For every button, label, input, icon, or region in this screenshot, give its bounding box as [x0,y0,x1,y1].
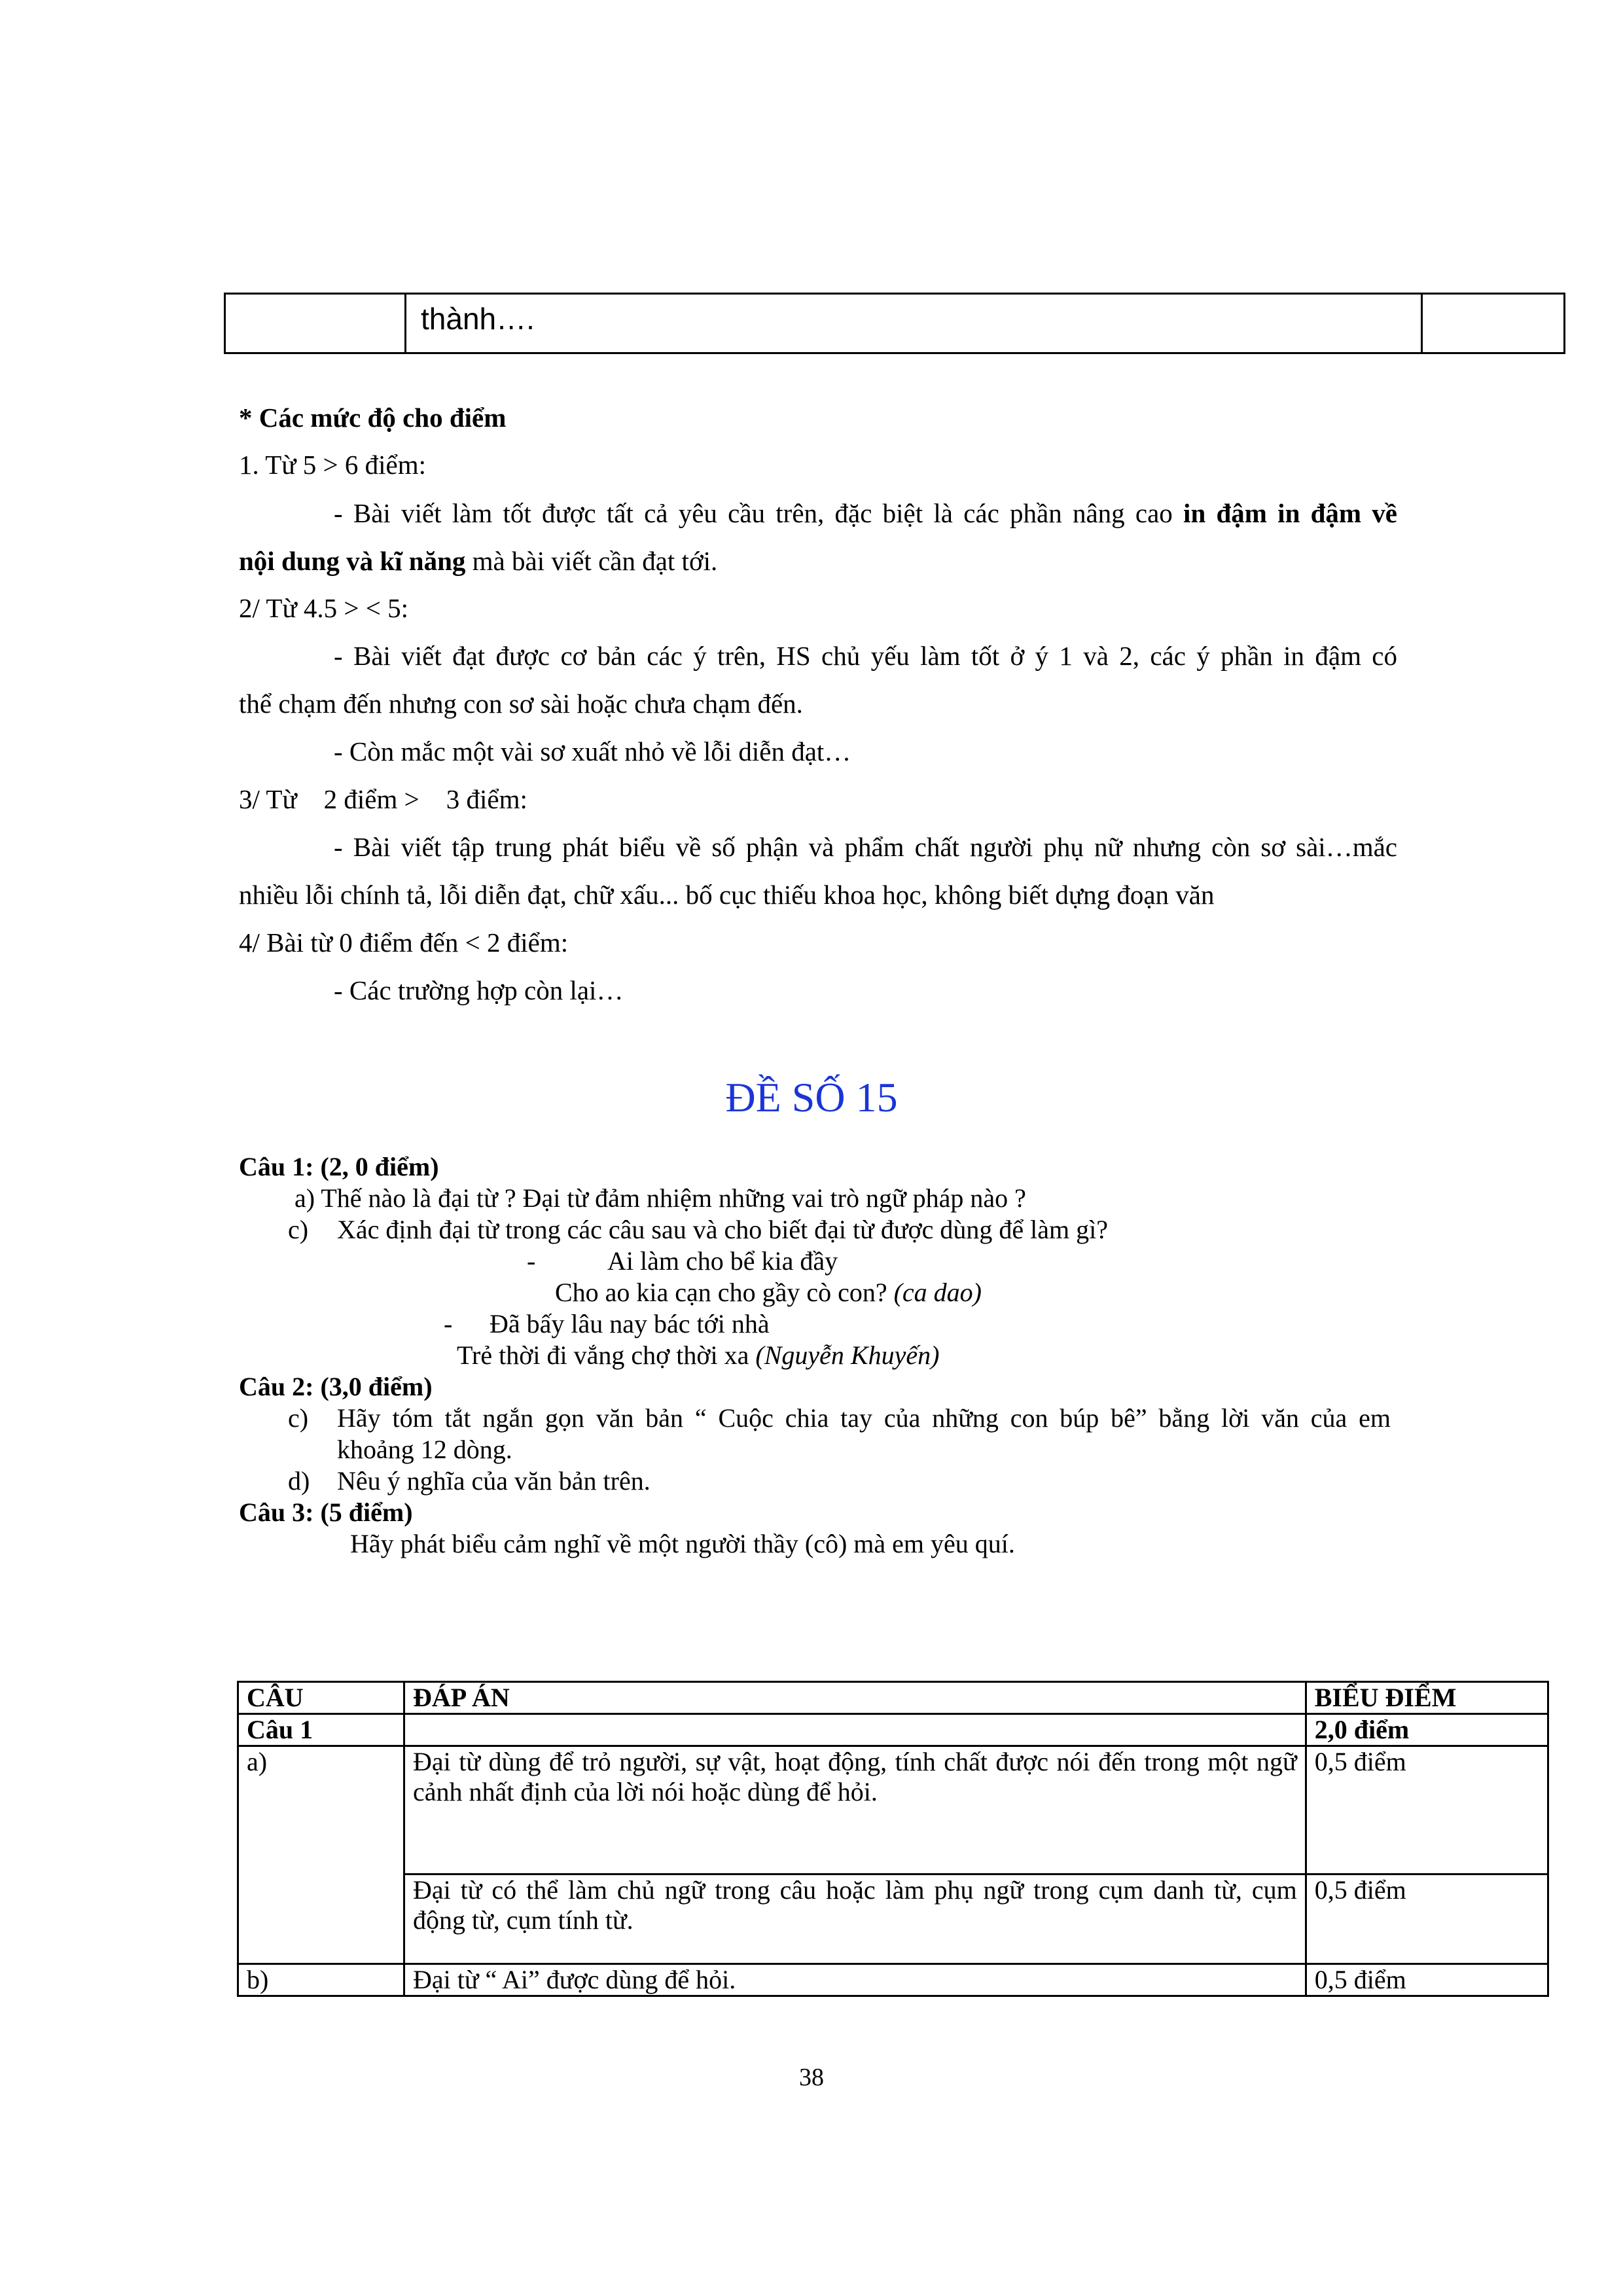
exam-title: ĐỀ SỐ 15 [725,1074,898,1121]
poem2-dash: - [444,1309,453,1338]
q2-d: Nêu ý nghĩa của văn bản trên. [337,1466,651,1496]
continuation-cell-right [1422,294,1565,353]
q3-heading: Câu 3: (5 điểm) [239,1498,413,1527]
continuation-cell-left [225,294,406,353]
q2-c-marker: c) [288,1403,309,1433]
row-diem: 0,5 điểm [1306,1746,1548,1874]
answer-header-row [238,1682,1548,1714]
answer-table [237,1681,1549,1997]
table-row [238,1746,1548,1874]
level3-line2: nhiều lỗi chính tả, lỗi diễn đạt, chữ xấu... bố cục thiếu khoa học, không biết dựng đoạn văn [239,880,1215,910]
q2-heading: Câu 2: (3,0 điểm) [239,1372,433,1401]
row-dap-an: Đại từ dùng để trỏ người, sự vật, hoạt động, tính chất được nói đến trong một ngữ cảnh nhất định của lời nói hoặc dùng để hỏi. [404,1746,1306,1874]
level2-line1: - Bài viết đạt được cơ bản các ý trên, HS chủ yếu làm tốt ở ý 1 và 2, các ý phần in đậm có [334,641,1397,671]
poem1-line1: Ai làm cho bể kia đầy [607,1246,838,1276]
row-diem: 0,5 điểm [1306,1964,1548,1996]
header-cau: CÂU [238,1682,404,1714]
poem2-line1: Đã bấy lâu nay bác tới nhà [490,1309,770,1338]
row-diem: 0,5 điểm [1306,1874,1548,1964]
row-cau: a) [238,1746,404,1964]
q3-text: Hãy phát biểu cảm nghĩ về một người thầy (cô) mà em yêu quí. [350,1529,1015,1558]
q2-c-line2: khoảng 12 dòng. [337,1435,512,1464]
row-cau: Câu 1 [238,1714,404,1746]
header-dap-an: ĐÁP ÁN [404,1682,1306,1714]
continuation-table [224,293,1565,354]
q2-c-line1: Hãy tóm tắt ngắn gọn văn bản “ Cuộc chia tay của những con búp bê” bằng lời văn của em [337,1403,1391,1433]
table-row [238,1714,1548,1746]
q1-heading: Câu 1: (2, 0 điểm) [239,1152,439,1181]
q2-d-marker: d) [288,1466,310,1496]
level4-line1: - Các trường hợp còn lại… [334,975,624,1005]
level1-line2: nội dung và kĩ năng mà bài viết cần đạt tới. [239,546,718,576]
q1-c: Xác định đại từ trong các câu sau và cho biết đại từ được dùng để làm gì? [337,1215,1109,1244]
row-dap-an [404,1714,1306,1746]
poem1-line2: Cho ao kia cạn cho gầy cò con? (ca dao) [555,1278,982,1307]
level2-line3: - Còn mắc một vài sơ xuất nhỏ về lỗi diễn đạt… [334,736,851,766]
level1-line1: - Bài viết làm tốt được tất cả yêu cầu trên, đặc biệt là các phần nâng cao in đậm in đậm về [334,498,1397,528]
table-row [238,1964,1548,1996]
level2-line2: thể chạm đến nhưng con sơ sài hoặc chưa chạm đến. [239,689,803,719]
level1-label: 1. Từ 5 > 6 điểm: [239,450,427,480]
row-diem: 2,0 điểm [1306,1714,1548,1746]
level3-label: 3/ Từ 2 điểm > 3 điểm: [239,784,527,814]
page-number: 38 [799,2064,824,2091]
scoring-heading: * Các mức độ cho điểm [239,403,507,433]
row-cau: b) [238,1964,404,1996]
table-row [238,1874,1548,1964]
header-bieu-diem: BIỂU ĐIỂM [1306,1682,1548,1714]
continuation-cell-text: thành…. [406,294,1422,353]
poem2-line2: Trẻ thời đi vắng chợ thời xa (Nguyễn Khuyến) [457,1340,940,1370]
row-dap-an: Đại từ “ Ai” được dùng để hỏi. [404,1964,1306,1996]
row-dap-an: Đại từ có thể làm chủ ngữ trong câu hoặc làm phụ ngữ trong cụm danh từ, cụm động từ, cụm tính từ. [404,1874,1306,1964]
level2-label: 2/ Từ 4.5 > < 5: [239,593,409,623]
q1-c-marker: c) [288,1215,309,1244]
level4-label: 4/ Bài từ 0 điểm đến < 2 điểm: [239,927,569,958]
q1-a: a) Thế nào là đại từ ? Đại từ đảm nhiệm những vai trò ngữ pháp nào ? [294,1183,1026,1213]
poem1-dash: - [527,1246,536,1276]
level3-line1: - Bài viết tập trung phát biểu về số phận và phẩm chất người phụ nữ nhưng còn sơ sài…mắc [334,832,1397,862]
